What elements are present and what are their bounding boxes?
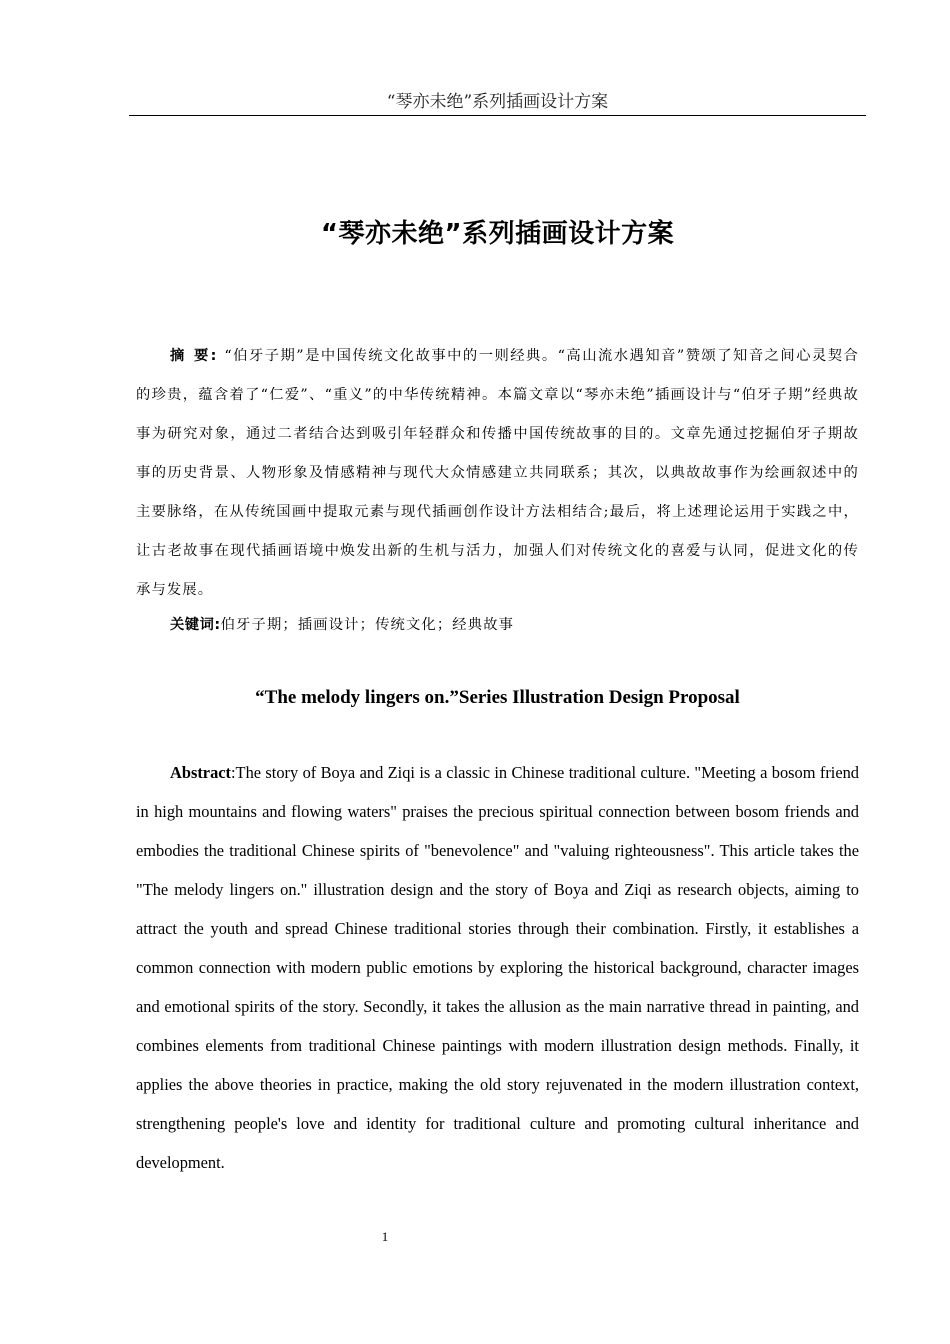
running-header: “琴亦未绝”系列插画设计方案 <box>386 92 609 112</box>
chinese-abstract <box>136 337 859 610</box>
chinese-abstract-label: 摘 要: <box>170 348 219 364</box>
chinese-keywords-label: 关键词: <box>170 617 221 633</box>
english-abstract-text: :The story of Boya and Ziqi is a classic in Chinese traditional culture. "Meeting a bosom friend in high mountains and flowing waters" praises the precious spiritual connection between bosom friends and embodies the traditional Chinese spirits of "benevolence" and "valuing righteousness". This article takes the "The melody lingers on." illustration design and the story of Boya and Ziqi as research objects, aiming to attract the youth and spread Chinese traditional stories through their combination. Firstly, it establishes a common connection with modern public emotions by exploring the historical background, character images and emotional spirits of the story. Secondly, it takes the allusion as the main narrative thread in painting, and combines elements from traditional Chinese paintings with modern illustration design methods. Finally, it applies the above theories in practice, making the old story rejuvenated in the modern illustration context, strengthening people's love and identity for traditional culture and promoting cultural inheritance and development. <box>136 763 859 1172</box>
english-title: “The melody lingers on.”Series Illustration Design Proposal <box>255 687 740 708</box>
chinese-title: “琴亦未绝”系列插画设计方案 <box>320 219 675 249</box>
header-rule <box>129 115 866 116</box>
english-abstract-label: Abstract <box>170 763 231 782</box>
chinese-abstract-text: “伯牙子期”是中国传统文化故事中的一则经典。“高山流水遇知音”赞颂了知音之间心灵契合的珍贵，蕴含着了“仁爱”、“重义”的中华传统精神。本篇文章以“琴亦未绝”插画设计与“伯牙子期”经典故事为研究对象，通过二者结合达到吸引年轻群众和传播中国传统故事的目的。文章先通过挖掘伯牙子期故事的历史背景、人物形象及情感精神与现代大众情感建立共同联系；其次，以典故故事作为绘画叙述中的主要脉络，在从传统国画中提取元素与现代插画创作设计方法相结合;最后，将上述理论运用于实践之中，让古老故事在现代插画语境中焕发出新的生机与活力，加强人们对传统文化的喜爱与认同，促进文化的传承与发展。 <box>136 348 859 598</box>
page-number: 1 <box>381 1229 389 1244</box>
chinese-keywords <box>136 606 859 645</box>
english-abstract <box>136 753 859 1182</box>
chinese-keywords-text: 伯牙子期；插画设计；传统文化；经典故事 <box>220 617 515 633</box>
